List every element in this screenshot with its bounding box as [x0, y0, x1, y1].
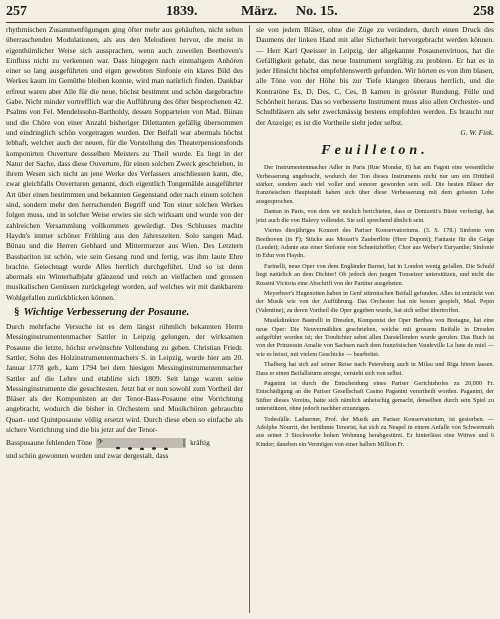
feuilleton-item: Dantan in Paris, von dem wir neulich berichteten, dass er Donizetti's Büste verfertigt, hat jetzt auch die von Halevy vollendet. Sie soll sprechend ähnlich sein.: [256, 208, 494, 224]
music-staff-image: [96, 436, 186, 450]
page-number-left: 257: [6, 4, 27, 19]
header-year: 1839.: [166, 4, 198, 19]
article-signature: G. W. Fink.: [460, 127, 494, 137]
right-column: [256, 25, 494, 613]
feuilleton-item: Thalberg hat sich auf seiner Reise nach Petersburg auch in Milau und Riga hören lassen. Dass er einen Beifallsturm erregte, versteht sich von selbst.: [256, 361, 494, 377]
section-heading: [14, 306, 243, 319]
feuilleton-item: Farinelli, neue Oper von dem Engländer Barnet, hat in London wenig gefallen. Die Schuld liegt natürlich an dem Dichter! Ob jedoch den jungen Tonsetzer unterstützen, und nicht die Rossini Victoria eine Abschrift von der Partitur ausgebeten.: [256, 262, 494, 287]
section-title: Wichtige Verbesserung der Posaune.: [23, 306, 190, 319]
feuilleton-items: [256, 164, 494, 449]
column-divider: [249, 25, 250, 613]
feuilleton-item: Viertes diesjähriges Konzert des Pariser Konservatoriums. (3. S. 178.) Sinfonie von Beethoven (in F); Stücke aus Mozart's Zauberflöte (Herr Dupont); Fantasie für die Geige (Leudet); Adante aus einer Sinfonie von Schneitzhöffer; Chor aus Weber's Euryanthe; Sinfonie in Edur von Haydn.: [256, 227, 494, 260]
feuilleton-item: Der Instrumentenmacher Adler in Paris (Rue Mondar, 8) hat am Fagott eine wesentliche Verbesserung angebracht, wodurch der Ton dieses Instruments nicht nur um ein Drittheil stärker, sondern auch viel voller und sonorer geworden sein soll. Die besten Bläser der französischen Hauptstadt haben sich über diese Verbesserung mit dem grössten Lobe ausgesprochen.: [256, 164, 494, 205]
header-issue: No. 15.: [296, 4, 338, 19]
trombone-article-paragraph: Durch mehrfache Versuche ist es dem längst rühmlich bekannten Herrn Messinginstrumentenmacher Sattler in Leipzig gelungen, der wirksamen Posaune die letzte, höchst erwünschte Vollendung zu geben. Christian Friedr. Sattler, Sohn des Holzinstrumentenmachers S. in Leipzig, wurde hier am 20. Januar 1778 geb., kam 1794 bei dem hiesigen Messinginstrumentenmacher Sattler auf die Lehre und etablirte sich 1809. Seit lange waren seine Messinginstrumente die gesuchtesten. Jetzt hat er nun sowohl zum Vortheil der Bläser als der Komponisten an der Tenor-Bass-Posaune eine Vorrichtung angebracht, wodurch die bisher in Orchestern und Musikchören gebrauchte Quart- und Quintposaune völlig ersetzt wird. Durch diese eben so einfache als sichere Vorrichtung sind die bis jetzt auf der Tenor-: [6, 322, 243, 434]
feuilleton-item: Meyerbeer's Hugenotten haben in Genf stürmischen Beifall gefunden. Alles ist entzückt von der Musik wie von der Aufführung. Das Orchester hat nie besser gespielt, Mad. Pepin (Valentine), zu deren Vortheil die Oper gegeben wurde, hat sich selbst übertroffen.: [256, 289, 494, 314]
feuilleton-item: Paganini ist durch die Entscheidung eines Pariser Gerichtshofes zu 20,000 Fr. Entschädigung an die Pariser Gesellschaft Casino Paganini verurtheilt worden. Paganini, der Stifter dieses Vereins, hatte sich nämlich anheischig gemacht, denselben durch sein Spiel zu unterstützen, ohne jedoch nachher erzuzeigen.: [256, 380, 494, 413]
section-mark: §: [14, 306, 20, 319]
header-month: März.: [241, 4, 278, 19]
svg-text:𝄢: 𝄢: [97, 439, 103, 450]
trombone-article-continuation: und schön gewonnen worden und zwar dergestalt, dass: [6, 451, 169, 461]
music-trail-text: kräftig: [190, 438, 210, 448]
left-column: [6, 25, 243, 613]
feuilleton-item: Todesfälle. Laduerner, Prof. der Musik am Pariser Konservatorium, ist gestorben. — Adolphe Nourrit, der berühmte Tenorist, hat sich zu Neapel in einem Anfalle von Schwermuth aus seiner 3 Stockwerke hohen Wohnung herabgestürzt. Er hinterlässt eine Wittwe und 6 Kinder; daneben ein Vermögen von einer halben Million Fr.: [256, 415, 494, 448]
feuilleton-item: Musikdirektor Bastrelli in Dresden, Komponist der Oper Berthea von Bretagne, hat eine neue Oper: Die Neuvermählten geschrieben, welche mit grossem Beifalle in Dresden aufgeführt worden ist; der Tondichter sehnt allen Darstellenden wurde gerufen. Das Buch ist von der Prinzessin Amalie von Sachsen nach dem französischen Vaudeville La lune de miel — wie es heisst, mit vielem Geschicke — bearbeitet.: [256, 317, 494, 358]
trombone-article-conclusion: sie von jedem Bläser, ohne die Züge zu verändern, durch einen Druck des Daumens der linken Hand mit aller Sicherheit hervorgebracht werden können. — Herr Karl Queisser in Leipzig, der allgekannte Posaunenvirtuos, hat die Gefälligkeit gehabt, das neue Instrument sorgfältig zu probiren. Er hat es in jeder Hinsicht höchst empfehlenswerth gefunden. Wir hörten es von ihm blasen, alle Töne von der Höhe bis zur Tiefe klangen überaus herrlich, und die Kontratöne Es, D, Des, C, Ces, B kamen in grösster Rundung, Fülle und Schönheit heraus. Das so verbesserte Instrument muss also allen Orchester- und Schulbläsern als sehr zweckmässig bestens empfohlen werden. Es braucht nur der Anzeige; es ist die Vortheile sieht jeder selbst.: [256, 25, 494, 127]
music-example-row: [6, 435, 243, 451]
header-rule: [6, 22, 494, 23]
feuilleton-heading: Feuilleton.: [321, 143, 429, 159]
page-number-right: 258: [473, 4, 494, 19]
concert-review-paragraph: rhythmischen Zusammenfügungen ging öfter mehr aus gehäuften, nicht selten überraschenden Modulationen, als aus den Melodieen hervor, die meist in eigenthümlicher Weise sich aussprachen, wenn auch zuweilen Beethoven's Einfluss nicht zu verkennen war. Dass hingegen nach einmaligem Anhören einer so lang ausgeführten und eigen gewebten Sinfonie ein klares Bild des Werkes kaum im Gemüthe bleiben konnte, wird man natürlich finden. Dankbar erfreut waren aber Alle für die neue, höchst bestimmt und schön dargebrachte Gabe. Nicht minder vortrefflich war die Aufführung des öfter besprochenen 42. Psalms von Fel. Mendelssohn-Bartholdy, dessen Sopparteien von Mad. Bünau und die Chöre von einer Anzahl bisheriger Dilettanten gefällig übernommen und eindringlich schön vorgetragen wurden. Der Beifall war abermals höchst lebhaft, welcher auch der neuen, für die Vorstellung des Theaterpensionsfonds komponirten Ouverture desselben Meisters zu Theil wurde. Es liegt in der Natur der Sache, dass diese Ouverture, für einen solchen Zweck geschrieben, in ihrem Wesen sich nicht an jene Werke des Verfassers anschliessen kann, die, zwar gleichfalls Ouverturen genannt, doch eigentlich Tongemälde ausgeführter Art über einen bestimmten und bekannten Gegenstand oder nach einem solchen sind, sondern mehr den herrschenden Begriff und Ton einer solchen Werkes folgen muss, und in solcher Weise erwies sie sich wirksam und wurde von der zahlreichen Versammlung vollkommen gewürdigt. Des Schlusses machte Haydn's immer schöner Frühling aus den Jahreszeiten. Solo sangen Mad. Bünau und die Herren Gebhard und Mittermurzer aus Wien. Des Letztern Bassbariton ist schön, wie sein Gesang rund und fertig, was ihm laute Ehre brachte. Geiechnagt wurde Alles herrlich durchgeführt. Und so ist denn abermals ein Winterhalbjahr glänzend und reich an vielfachen und grossen musikalischen Genüssen zurückgelegt worden, auf welches wir mit dankbarem Wohlgefallen zurückblicken können.: [6, 25, 243, 302]
page-header: [6, 4, 494, 22]
music-lead-text: Bassposaune fehlenden Töne: [6, 438, 93, 448]
